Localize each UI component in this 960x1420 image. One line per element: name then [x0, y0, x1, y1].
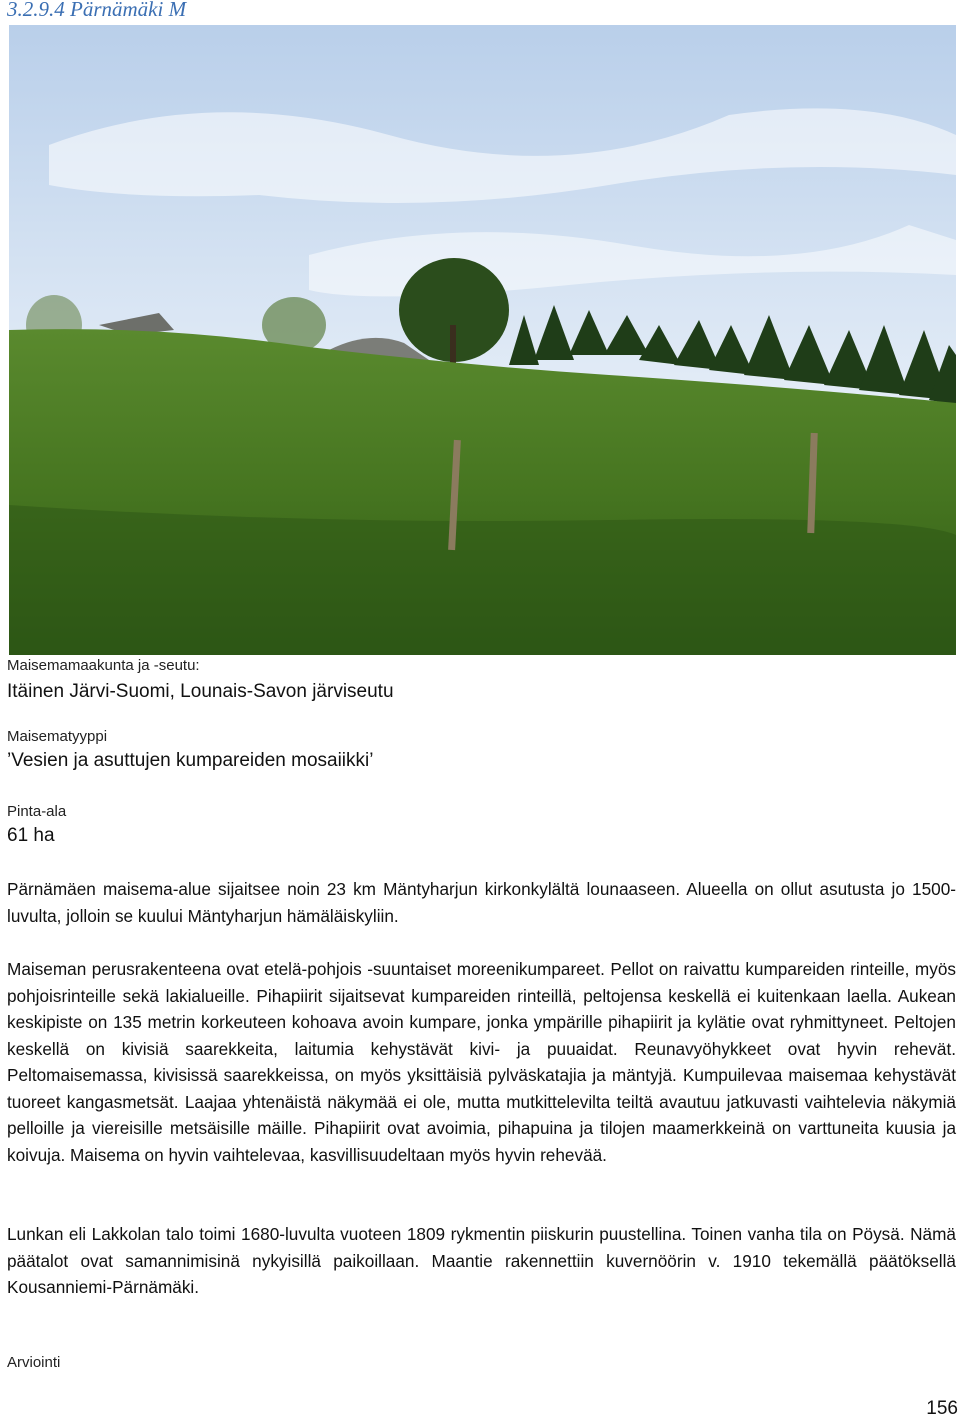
paragraph-structure: Maiseman perusrakenteena ovat etelä-pohjois -suuntaiset moreenikumpareet. Pellot on raivattu kumpareiden rinteille, myös pohjoisrinteille sekä lakialueille. Pihapiirit sijaitsevat kumpareiden rinteillä, peltojensa keskellä ei kuitenkaan laella. Aukean keskipiste on 135 metrin korkeuteen kohoava avoin kumpare, jonka ympärille pihapiirit ja kylätie ovat ryhmittyneet. Peltojen keskellä on kivisiä saarekkeita, laitumia kehystävät kivi- ja puuaidat. Reunavyöhykkeet ovat hyvin rehevät. Peltomaisemassa, kivisissä saarekkeissa, on myös yksittäisiä pylväskatajia ja mäntyjä. Kumpuilevaa maisemaa kehystävät tuoreet kangasmetsät. Laajaa yhtenäistä näkymää ei ole, mutta mutkittelevilta teiltä avautuu jatkuvasti vaihtelevia näkymiä pelloille ja viereisille metsäisille mäille. Pihapiirit ovat avoimia, pihapuina ja tilojen maamerkkeinä on varttuneita kuusia ja koivuja. Maisema on hyvin vaihtelevaa, kasvillisuudeltaan myös hyvin rehevää.	[7, 959, 956, 1165]
area-value: 61 ha	[7, 825, 55, 846]
page-number: 156	[926, 1398, 958, 1419]
section-heading: 3.2.9.4 Pärnämäki M	[7, 0, 187, 21]
paragraph-intro: Pärnämäen maisema-alue sijaitsee noin 23 km Mäntyharjun kirkonkylältä lounaaseen. Alueella on ollut asutusta jo 1500-luvulta, jolloin se kuului Mäntyharjun hämäläiskyliin.	[7, 879, 956, 926]
region-label: Maisemamaakunta ja -seutu:	[7, 657, 200, 674]
area-label: Pinta-ala	[7, 803, 67, 820]
landscape-photo	[9, 25, 956, 655]
paragraph-history: Lunkan eli Lakkolan talo toimi 1680-luvulta vuoteen 1809 rykmentin piiskurin puustellina. Toinen vanha tila on Pöysä. Nämä päätalot ovat samannimisinä nykyisillä paikoillaan. Maantie rakennettiin kuvernöörin v. 1910 tekemällä päätöksellä Kousanniemi-Pärnämäki.	[7, 1224, 956, 1297]
type-value: ’Vesien ja asuttujen kumpareiden mosaiikki’	[7, 750, 374, 771]
type-label: Maisematyyppi	[7, 728, 108, 745]
evaluation-label: Arviointi	[7, 1354, 61, 1371]
region-value: Itäinen Järvi-Suomi, Lounais-Savon järviseutu	[7, 681, 394, 702]
